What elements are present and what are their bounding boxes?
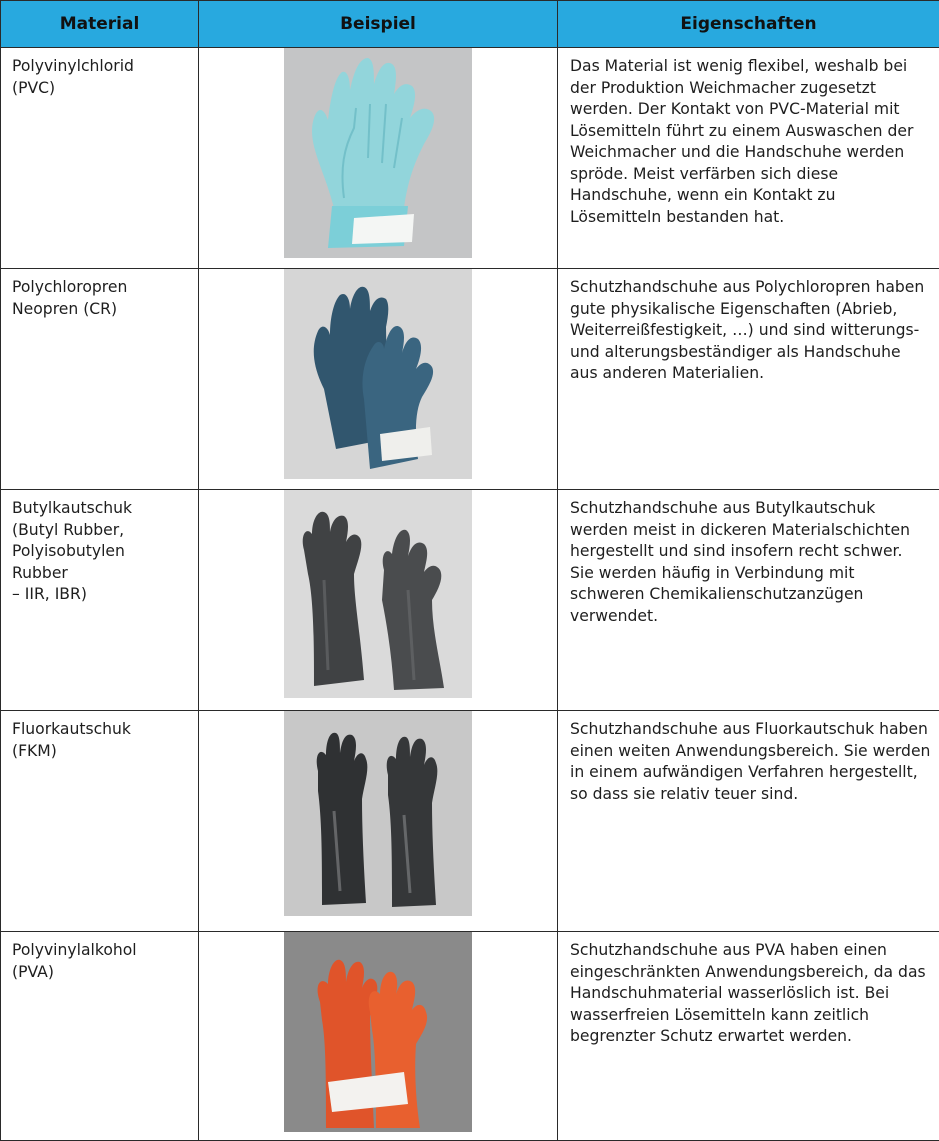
header-row bbox=[1, 1, 939, 48]
header-properties: Eigenschaften bbox=[558, 1, 939, 48]
properties-cell: Schutzhandschuhe aus PVA haben einen eingeschränkten Anwendungsbereich, da das Handschuhmaterial wasserlöslich ist. Bei wasserfreien Lösemitteln kann zeitlich begrenzter Schutz erwartet werden. bbox=[558, 932, 939, 1141]
example-cell bbox=[199, 269, 558, 490]
properties-cell: Schutzhandschuhe aus Fluorkautschuk haben einen weiten Anwendungsbereich. Sie werden in einem aufwändigen Verfahren hergestellt, so dass sie relativ teuer sind. bbox=[558, 711, 939, 932]
properties-cell: Das Material ist wenig flexibel, weshalb bei der Produktion Weichmacher zugesetzt werden. Der Kontakt von PVC-Material mit Lösemitteln führt zu einem Auswaschen der Weichmacher und die Handschuhe werden spröde. Meist verfärben sich diese Handschuhe, wenn ein Kontakt zu Lösemitteln bestanden hat. bbox=[558, 48, 939, 269]
table-row bbox=[1, 932, 939, 1141]
example-cell bbox=[199, 711, 558, 932]
black-fkm-glove-photo bbox=[284, 711, 472, 916]
table-row bbox=[1, 490, 939, 711]
table-row bbox=[1, 269, 939, 490]
example-cell bbox=[199, 932, 558, 1141]
material-cell: Butylkautschuk (Butyl Rubber, Polyisobutylen Rubber – IIR, IBR) bbox=[1, 490, 199, 711]
black-butyl-glove-photo bbox=[284, 490, 472, 698]
example-cell bbox=[199, 48, 558, 269]
properties-cell: Schutzhandschuhe aus Polychloropren haben gute physikalische Eigenschaften (Abrieb, Weiterreißfestigkeit, …) und sind witterungs- und alterungsbeständiger als Handschuhe aus anderen Materialien. bbox=[558, 269, 939, 490]
table-row bbox=[1, 48, 939, 269]
light-blue-pvc-glove-photo bbox=[284, 48, 472, 258]
dark-blue-neoprene-glove-photo bbox=[284, 269, 472, 479]
material-cell: Polychloropren Neopren (CR) bbox=[1, 269, 199, 490]
material-cell: Polyvinylchlorid (PVC) bbox=[1, 48, 199, 269]
material-cell: Fluorkautschuk (FKM) bbox=[1, 711, 199, 932]
example-cell bbox=[199, 490, 558, 711]
table-row bbox=[1, 711, 939, 932]
material-cell: Polyvinylalkohol (PVA) bbox=[1, 932, 199, 1141]
properties-cell: Schutzhandschuhe aus Butylkautschuk werden meist in dickeren Materialschichten hergestellt und sind insofern recht schwer. Sie werden häufig in Verbindung mit schweren Chemikalienschutzanzügen verwendet. bbox=[558, 490, 939, 711]
header-material: Material bbox=[1, 1, 199, 48]
header-example: Beispiel bbox=[199, 1, 558, 48]
orange-pva-glove-photo bbox=[284, 932, 472, 1132]
